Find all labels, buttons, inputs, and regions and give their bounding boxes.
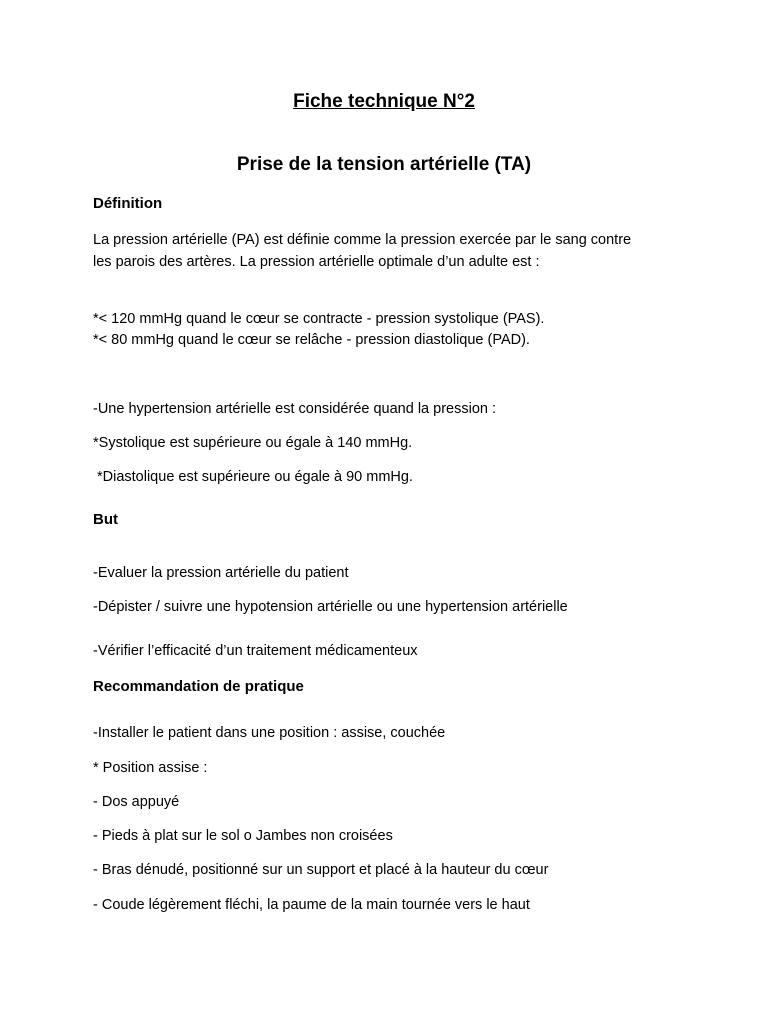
diastolic-optimal-line: *< 80 mmHg quand le cœur se relâche - pression diastolique (PAD). [93, 332, 530, 348]
section-heading-but: But [93, 511, 118, 528]
hypertension-diastolic: *Diastolique est supérieure ou égale à 90 mmHg. [97, 469, 413, 485]
definition-paragraph-line-2: les parois des artères. La pression artérielle optimale d’un adulte est : [93, 254, 540, 270]
hypertension-systolic: *Systolique est supérieure ou égale à 140 mmHg. [93, 435, 413, 451]
section-heading-definition: Définition [93, 195, 163, 212]
document-subtitle: Prise de la tension artérielle (TA) [236, 154, 532, 175]
systolic-optimal-line: *< 120 mmHg quand le cœur se contracte - pression systolique (PAS). [93, 311, 545, 327]
recommandation-item-4: - Pieds à plat sur le sol o Jambes non croisées [93, 828, 393, 844]
recommandation-item-1: -Installer le patient dans une position : assise, couchée [93, 725, 446, 741]
recommandation-item-2: * Position assise : [93, 760, 208, 776]
but-item-1: -Evaluer la pression artérielle du patient [93, 565, 349, 581]
recommandation-item-3: - Dos appuyé [93, 794, 180, 810]
definition-paragraph-line-1: La pression artérielle (PA) est définie comme la pression exercée par le sang contre [93, 232, 632, 248]
recommandation-item-5: - Bras dénudé, positionné sur un support et placé à la hauteur du cœur [93, 862, 549, 878]
document-title: Fiche technique N°2 [293, 91, 475, 112]
but-item-2: -Dépister / suivre une hypotension artérielle ou une hypertension artérielle [93, 599, 568, 615]
but-item-3: -Vérifier l’efficacité d’un traitement médicamenteux [93, 643, 418, 659]
section-heading-recommandation: Recommandation de pratique [93, 678, 304, 695]
hypertension-intro: -Une hypertension artérielle est considérée quand la pression : [93, 401, 497, 417]
recommandation-item-6: - Coude légèrement fléchi, la paume de la main tournée vers le haut [93, 897, 530, 913]
